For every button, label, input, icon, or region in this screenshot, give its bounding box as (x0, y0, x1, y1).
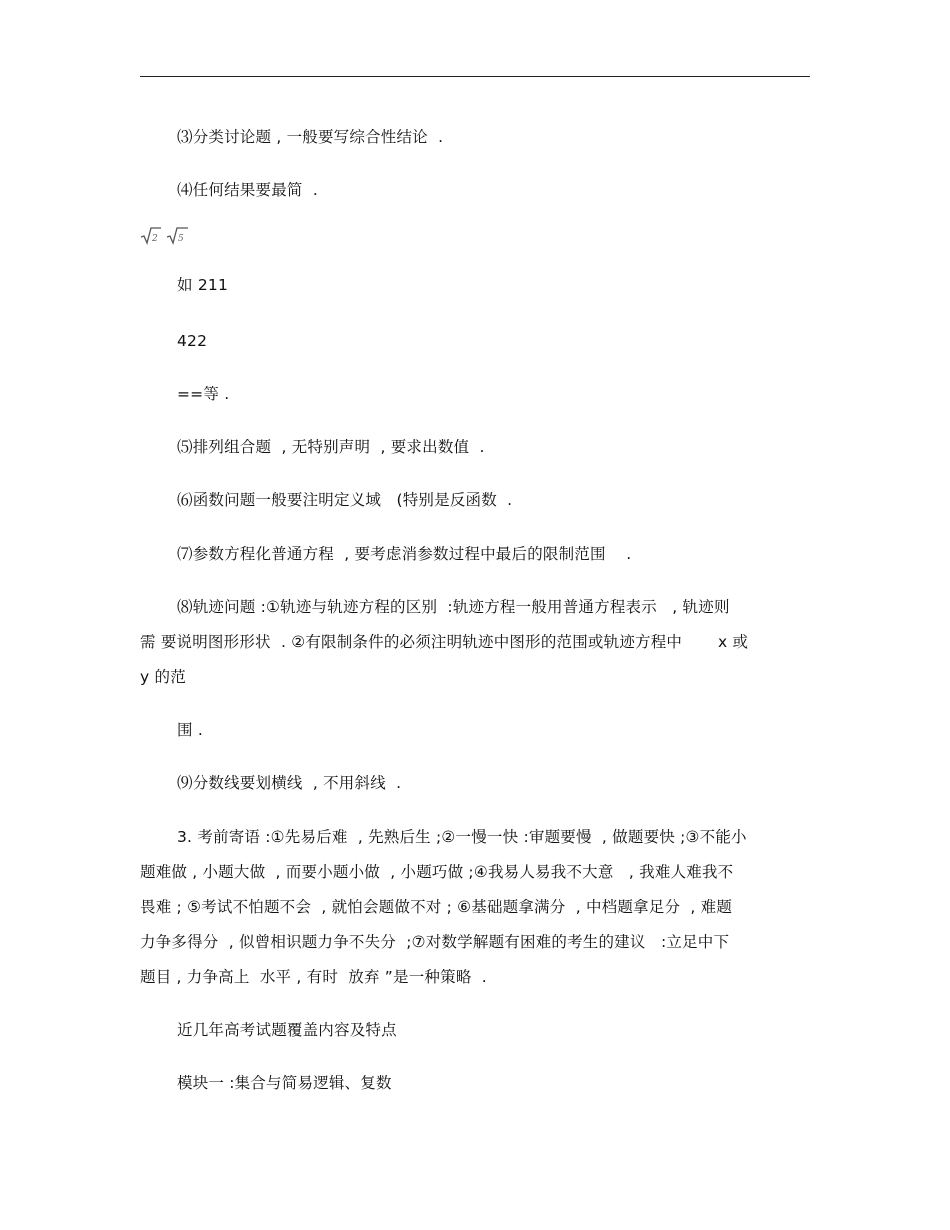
svg-text:2: 2 (152, 234, 158, 244)
text-line-rule-5: ⑸排列组合题 , 无特别声明 , 要求出数值 . (177, 438, 485, 456)
section-heading: 近几年高考试题覆盖内容及特点 (177, 1021, 397, 1039)
text-line-rule-4: ⑷任何结果要最简 . (177, 181, 318, 199)
text-line-advice-cont2: 畏难 ; ⑤考试不怕题不会 , 就怕会题做不对 ; ⑥基础题拿满分 , 中档题拿足分 , 难题 (140, 898, 733, 916)
text-line-rule-8: ⑻轨迹问题 :①轨迹与轨迹方程的区别 :轨迹方程一般用普通方程表示 , 轨迹则 (177, 598, 730, 616)
text-line-rule-8-cont2: y 的范 (140, 668, 186, 686)
sqrt-formula-image (140, 224, 190, 246)
text-line-rule-3: ⑶分类讨论题 , 一般要写综合性结论 . (177, 128, 444, 146)
text-line-equals: ==等 . (177, 385, 230, 403)
text-line-rule-8-end: 围 . (177, 721, 203, 739)
text-line-number: 422 (177, 332, 208, 350)
header-rule (140, 76, 810, 77)
text-line-advice: 3. 考前寄语 :①先易后难 , 先熟后生 ;②一慢一快 :审题要慢 , 做题要快 ;③不能小 (177, 828, 747, 846)
text-line-rule-8-cont: 需 要说明图形形状 . ②有限制条件的必须注明轨迹中图形的范围或轨迹方程中 x 或 (140, 633, 749, 651)
text-line-advice-cont3: 力争多得分 , 似曾相识题力争不失分 ;⑦对数学解题有困难的考生的建议 :立足中下 (140, 933, 730, 951)
text-line-advice-cont4: 题目 , 力争高上 水平 , 有时 放弃 ”是一种策略 . (140, 968, 487, 986)
module-heading: 模块一 :集合与简易逻辑、复数 (177, 1074, 392, 1092)
text-line-rule-9: ⑼分数线要划横线 , 不用斜线 . (177, 774, 402, 792)
text-line-advice-cont1: 题难做 , 小题大做 , 而要小题小做 , 小题巧做 ;④我易人易我不大意 , 我难人难我不 (140, 863, 734, 881)
text-line-example: 如 211 (177, 276, 229, 294)
text-line-rule-7: ⑺参数方程化普通方程 , 要考虑消参数过程中最后的限制范围 . (177, 545, 632, 563)
text-line-rule-6: ⑹函数问题一般要注明定义域 (特别是反函数 . (177, 491, 513, 509)
svg-text:5: 5 (178, 234, 184, 244)
